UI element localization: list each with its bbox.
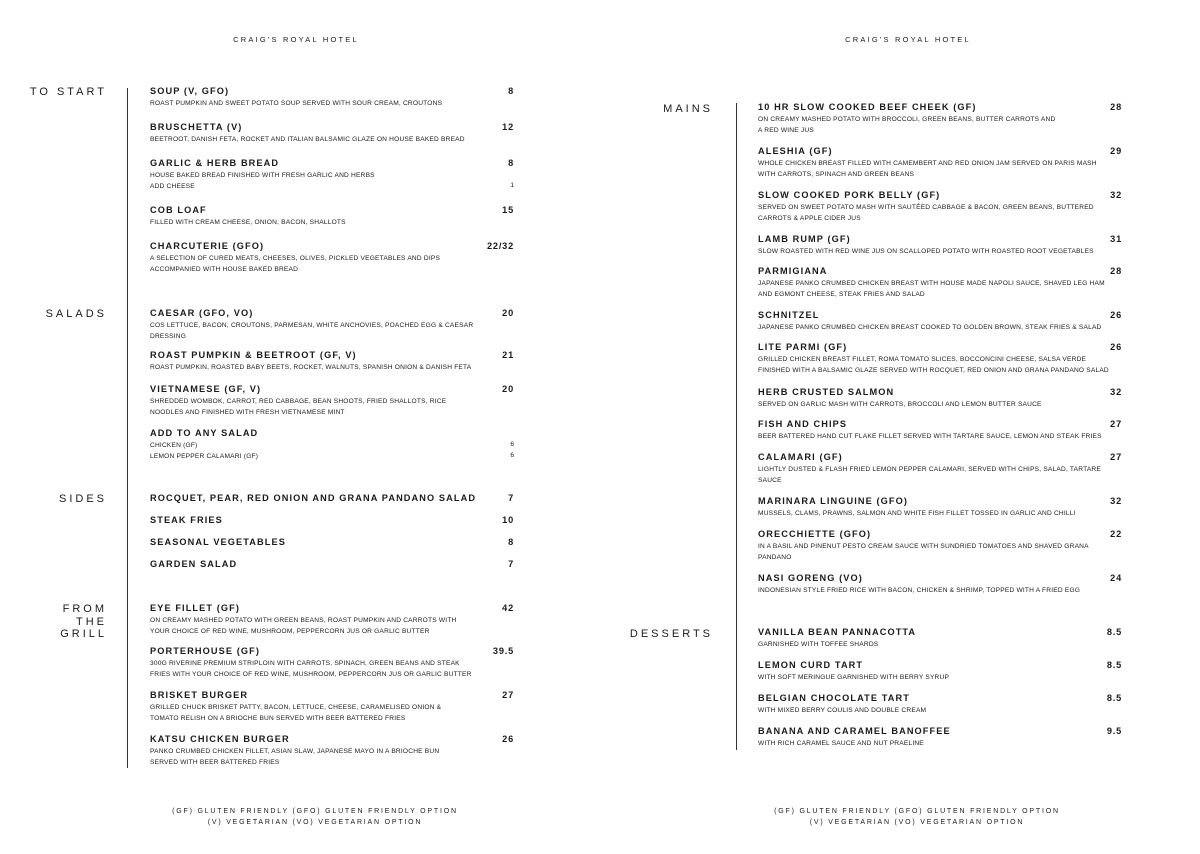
item-price: 8 bbox=[508, 86, 514, 96]
item-price: 15 bbox=[502, 205, 514, 215]
item-name: GARDEN SALAD bbox=[150, 559, 238, 569]
item-description-line: INDONESIAN STYLE FRIED RICE WITH BACON, CHICKEN & SHRIMP, TOPPED WITH A FRIED EGG bbox=[758, 587, 1081, 594]
item-price: 8.5 bbox=[1106, 627, 1122, 637]
menu-item bbox=[758, 660, 949, 683]
section-title-line: THE bbox=[76, 615, 107, 628]
menu-item bbox=[758, 419, 1102, 442]
item-description bbox=[758, 246, 1094, 257]
menu-item bbox=[758, 266, 1105, 300]
menu-item bbox=[758, 146, 1097, 180]
item-name: NASI GORENG (VO) bbox=[758, 573, 863, 583]
legend-line: (GF) GLUTEN FRIENDLY (GFO) GLUTEN FRIENDLY OPTION bbox=[172, 808, 458, 815]
item-description-line: CARROTS & APPLE CIDER JUS bbox=[758, 215, 861, 222]
item-price: 27 bbox=[1110, 419, 1122, 429]
section-title-line: FROM bbox=[62, 603, 107, 615]
item-description-line: GARNISHED WITH TOFFEE SHARDS bbox=[758, 641, 879, 648]
item-description-line: A RED WINE JUS bbox=[758, 127, 814, 134]
item-name: HERB CRUSTED SALMON bbox=[758, 387, 895, 397]
item-description bbox=[758, 158, 1097, 180]
item-name: CHARCUTERIE (GFO) bbox=[150, 241, 265, 251]
item-price: 42 bbox=[502, 603, 514, 613]
item-description-line: WITH CARROTS, SPINACH AND GREEN BEANS bbox=[758, 171, 915, 178]
item-name: BRUSCHETTA (V) bbox=[150, 122, 243, 132]
item-description bbox=[758, 464, 1101, 486]
item-description-line: GRILLED CHUCK BRISKET PATTY, BACON, LETTUCE, CHEESE, CARAMELISED ONION & bbox=[150, 704, 442, 711]
item-description bbox=[758, 322, 1102, 333]
item-description-line: TOMATO RELISH ON A BRIOCHE BUN SERVED WITH BEER BATTERED FRIES bbox=[150, 715, 406, 722]
menu-item bbox=[758, 496, 1076, 519]
item-description-line: JAPANESE PANKO CRUMBED CHICKEN BREAST COOKED TO GOLDEN BROWN, STEAK FRIES & SALAD bbox=[758, 324, 1102, 331]
item-price: 20 bbox=[502, 384, 514, 394]
item-name: MARINARA LINGUINE (GFO) bbox=[758, 496, 908, 506]
item-description-line: FRIES WITH YOUR CHOICE OF RED WINE, MUSHROOM, PEPPERCORN JUS OR GARLIC BUTTER bbox=[150, 671, 472, 678]
item-description bbox=[758, 738, 951, 749]
item-description-line: IN A BASIL AND PINENUT PESTO CREAM SAUCE WITH SUNDRIED TOMATOES AND SHAVED GRANA bbox=[758, 543, 1089, 550]
legend-line: (V) VEGETARIAN (VO) VEGETARIAN OPTION bbox=[809, 819, 1025, 826]
section-title-desserts bbox=[630, 628, 713, 641]
item-name: SEASONAL VEGETABLES bbox=[150, 537, 286, 547]
item-name: SCHNITZEL bbox=[758, 310, 820, 320]
item-description-line: PANKO CRUMBED CHICKEN FILLET, ASIAN SLAW, JAPANESE MAYO IN A BRIOCHE BUN bbox=[150, 748, 440, 755]
item-description-line: WITH SOFT MERINGUE GARNISHED WITH BERRY SYRUP bbox=[758, 674, 950, 681]
menu-item bbox=[758, 726, 951, 749]
item-name: CAESAR (GFO, VO) bbox=[150, 308, 254, 318]
add-on-price: 6 bbox=[510, 452, 514, 459]
item-name: GARLIC & HERB BREAD bbox=[150, 158, 280, 168]
item-price: 32 bbox=[1110, 387, 1122, 397]
section-title-line: DESSERTS bbox=[629, 628, 713, 640]
item-price: 26 bbox=[1110, 342, 1122, 352]
item-name: KATSU CHICKEN BURGER bbox=[150, 734, 290, 744]
item-name: SOUP (V, GFO) bbox=[150, 86, 230, 96]
item-price: 28 bbox=[1110, 102, 1122, 112]
item-description-line: SHREDDED WOMBOK, CARROT, RED CABBAGE, BEAN SHOOTS, FRIED SHALLOTS, RICE bbox=[150, 398, 447, 405]
item-name: COB LOAF bbox=[150, 205, 207, 215]
item-price: 32 bbox=[1110, 496, 1122, 506]
section-title-line: SIDES bbox=[58, 493, 107, 505]
item-description-line: ACCOMPANIED WITH HOUSE BAKED BREAD bbox=[150, 266, 299, 273]
section-title-line: TO START bbox=[29, 86, 107, 98]
item-description-line: DRESSING bbox=[150, 333, 187, 340]
item-price: 7 bbox=[508, 493, 514, 503]
item-price: 28 bbox=[1110, 266, 1122, 276]
item-description bbox=[758, 508, 1076, 519]
legend-line: (GF) GLUTEN FRIENDLY (GFO) GLUTEN FRIENDLY OPTION bbox=[774, 808, 1060, 815]
item-description-line: MUSSELS, CLAMS, PRAWNS, SALMON AND WHITE FISH FILLET TOSSED IN GARLIC AND CHILLI bbox=[758, 510, 1076, 517]
menu-item bbox=[758, 190, 1094, 224]
item-description-line: SERVED ON GARLIC MASH WITH CARROTS, BROCCOLI AND LEMON BUTTER SAUCE bbox=[758, 401, 1042, 408]
menu-item bbox=[758, 693, 926, 716]
item-price: 8.5 bbox=[1106, 693, 1122, 703]
item-name: ADD TO ANY SALAD bbox=[150, 428, 259, 438]
item-description-line: JAPANESE PANKO CRUMBED CHICKEN BREAST WITH HOUSE MADE NAPOLI SAUCE, SHAVED LEG HAM bbox=[758, 280, 1105, 287]
item-name: 10 HR SLOW COOKED BEEF CHEEK (GF) bbox=[758, 102, 977, 112]
item-description-line: WHOLE CHICKEN BREAST FILLED WITH CAMEMBERT AND RED ONION JAM SERVED ON PARIS MASH bbox=[758, 160, 1097, 167]
item-description-line: PANDANO bbox=[758, 554, 792, 561]
item-name: VIETNAMESE (GF, V) bbox=[150, 384, 262, 394]
menu-item bbox=[758, 452, 1101, 486]
item-name: LEMON CURD TART bbox=[758, 660, 864, 670]
item-price: 24 bbox=[1110, 573, 1122, 583]
item-price: 31 bbox=[1110, 234, 1122, 244]
item-name: ORECCHIETTE (GFO) bbox=[758, 529, 872, 539]
section-title-line: SALADS bbox=[45, 308, 107, 320]
add-on-price: 6 bbox=[510, 441, 514, 448]
item-name: BANANA AND CARAMEL BANOFFEE bbox=[758, 726, 951, 736]
section-title-mains bbox=[663, 103, 713, 116]
item-description-line: CHICKEN (GF) bbox=[150, 442, 198, 449]
menu-item bbox=[758, 342, 1109, 376]
item-price: 12 bbox=[502, 122, 514, 132]
item-description-line: BEER BATTERED HAND CUT FLAKE FILLET SERVED WITH TARTARE SAUCE, LEMON AND STEAK FRIES bbox=[758, 433, 1102, 440]
item-description-line: ROAST PUMPKIN AND SWEET POTATO SOUP SERVED WITH SOUR CREAM, CROUTONS bbox=[150, 100, 443, 107]
item-name: ALESHIA (GF) bbox=[758, 146, 833, 156]
menu-item bbox=[758, 387, 1042, 410]
legend-line: (V) VEGETARIAN (VO) VEGETARIAN OPTION bbox=[207, 819, 423, 826]
item-price: 39.5 bbox=[492, 646, 514, 656]
section-divider-line bbox=[736, 103, 737, 750]
add-on-price: 1 bbox=[510, 182, 514, 189]
item-price: 27 bbox=[1110, 452, 1122, 462]
item-name: LAMB RUMP (GF) bbox=[758, 234, 851, 244]
item-description-line: LEMON PEPPER CALAMARI (GF) bbox=[150, 453, 259, 460]
item-description-line: COS LETTUCE, BACON, CROUTONS, PARMESAN, WHITE ANCHOVIES, POACHED EGG & CAESAR bbox=[150, 322, 474, 329]
item-description-line: WITH MIXED BERRY COULIS AND DOUBLE CREAM bbox=[758, 707, 927, 714]
item-description-line: BEETROOT, DANISH FETA, ROCKET AND ITALIAN BALSAMIC GLAZE ON HOUSE BAKED BREAD bbox=[150, 136, 465, 143]
item-description-line: FILLED WITH CREAM CHEESE, ONION, BACON, SHALLOTS bbox=[150, 219, 346, 226]
item-description bbox=[758, 114, 1055, 136]
item-description bbox=[758, 354, 1109, 376]
item-description-line: LIGHTLY DUSTED & FLASH FRIED LEMON PEPPER CALAMARI, SERVED WITH CHIPS, SALAD, TARTARE bbox=[758, 466, 1101, 473]
menu-item bbox=[758, 234, 1094, 257]
item-description bbox=[758, 585, 1080, 596]
item-description-line: NOODLES AND FINISHED WITH FRESH VIETNAMESE MINT bbox=[150, 409, 345, 416]
item-description-line: ROAST PUMPKIN, ROASTED BABY BEETS, ROCKET, WALNUTS, SPANISH ONION & DANISH FETA bbox=[150, 364, 472, 371]
item-name: STEAK FRIES bbox=[150, 515, 223, 525]
item-price: 29 bbox=[1110, 146, 1122, 156]
item-description-line: SERVED WITH BEER BATTERED FRIES bbox=[150, 759, 280, 766]
item-description bbox=[758, 431, 1102, 442]
item-name: SLOW COOKED PORK BELLY (GF) bbox=[758, 190, 941, 200]
item-price: 22 bbox=[1110, 529, 1122, 539]
item-description-line: SERVED ON SWEET POTATO MASH WITH SAUTÉED CABBAGE & BACON, GREEN BEANS, BUTTERED bbox=[758, 204, 1094, 211]
section-title-line: MAINS bbox=[663, 103, 713, 115]
item-description bbox=[758, 399, 1042, 410]
menu-item bbox=[758, 627, 916, 650]
item-price: 8 bbox=[508, 537, 514, 547]
item-name: FISH AND CHIPS bbox=[758, 419, 848, 429]
item-price: 26 bbox=[502, 734, 514, 744]
item-description bbox=[758, 541, 1089, 563]
item-price: 32 bbox=[1110, 190, 1122, 200]
item-description bbox=[758, 639, 916, 650]
item-name: ROCQUET, PEAR, RED ONION AND GRANA PANDANO SALAD bbox=[150, 493, 477, 503]
item-description-line: A SELECTION OF CURED MEATS, CHEESES, OLIVES, PICKLED VEGETABLES AND DIPS bbox=[150, 255, 441, 262]
item-name: ROAST PUMPKIN & BEETROOT (GF, V) bbox=[150, 350, 357, 360]
item-description bbox=[758, 202, 1094, 224]
item-description-line: SAUCE bbox=[758, 477, 782, 484]
item-description-line: HOUSE BAKED BREAD FINISHED WITH FRESH GARLIC AND HERBS bbox=[150, 172, 375, 179]
menu-item bbox=[758, 310, 1102, 333]
dietary-legend bbox=[737, 806, 1097, 828]
item-name: PARMIGIANA bbox=[758, 266, 828, 276]
item-description-line: ON CREAMY MASHED POTATO WITH GREEN BEANS, ROAST PUMPKIN AND CARROTS WITH bbox=[150, 617, 457, 624]
item-description bbox=[758, 705, 926, 716]
item-description-line: YOUR CHOICE OF RED WINE, MUSHROOM, PEPPERCORN JUS OR GARLIC BUTTER bbox=[150, 628, 430, 635]
item-name: PORTERHOUSE (GF) bbox=[150, 646, 260, 656]
item-name: VANILLA BEAN PANNACOTTA bbox=[758, 627, 917, 637]
item-description bbox=[758, 278, 1105, 300]
item-description-line: ADD CHEESE bbox=[150, 183, 195, 190]
item-price: 20 bbox=[502, 308, 514, 318]
item-description-line: GRILLED CHICKEN BREAST FILLET, ROMA TOMATO SLICES, BOCCONCINI CHEESE, SALSA VERDE bbox=[758, 356, 1087, 363]
menu-item bbox=[758, 102, 1055, 136]
item-description-line: ON CREAMY MASHED POTATO WITH BROCCOLI, GREEN BEANS, BUTTER CARROTS AND bbox=[758, 116, 1056, 123]
item-price: 10 bbox=[502, 515, 514, 525]
item-description-line: 300G RIVERINE PREMIUM STRIPLOIN WITH CARROTS, SPINACH, GREEN BEANS AND STEAK bbox=[150, 660, 460, 667]
item-name: CALAMARI (GF) bbox=[758, 452, 843, 462]
item-price: 8.5 bbox=[1106, 660, 1122, 670]
item-description-line: AND EGMONT CHEESE, STEAK FRIES AND SALAD bbox=[758, 291, 925, 298]
hotel-name-header: CRAIG'S ROYAL HOTEL bbox=[845, 35, 971, 44]
item-price: 9.5 bbox=[1106, 726, 1122, 736]
item-price: 7 bbox=[508, 559, 514, 569]
item-name: EYE FILLET (GF) bbox=[150, 603, 240, 613]
item-description-line: FINISHED WITH A BALSAMIC GLAZE SERVED WITH ROCQUET, RED ONION AND GRANA PANDANO SALAD bbox=[758, 367, 1109, 374]
item-price: 27 bbox=[502, 690, 514, 700]
item-description bbox=[758, 672, 949, 683]
menu-item bbox=[758, 573, 1080, 596]
item-price: 26 bbox=[1110, 310, 1122, 320]
item-price: 22/32 bbox=[487, 241, 514, 251]
item-description-line: SLOW ROASTED WITH RED WINE JUS ON SCALLOPED POTATO WITH ROASTED ROOT VEGETABLES bbox=[758, 248, 1094, 255]
item-name: BRISKET BURGER bbox=[150, 690, 249, 700]
item-price: 21 bbox=[502, 350, 514, 360]
item-price: 8 bbox=[508, 158, 514, 168]
section-title-line: GRILL bbox=[60, 628, 107, 640]
menu-item bbox=[758, 529, 1089, 563]
item-description-line: WITH RICH CARAMEL SAUCE AND NUT PRAELINE bbox=[758, 740, 924, 747]
hotel-name-header: CRAIG'S ROYAL HOTEL bbox=[233, 35, 359, 44]
item-name: LITE PARMI (GF) bbox=[758, 342, 848, 352]
item-name: BELGIAN CHOCOLATE TART bbox=[758, 693, 910, 703]
